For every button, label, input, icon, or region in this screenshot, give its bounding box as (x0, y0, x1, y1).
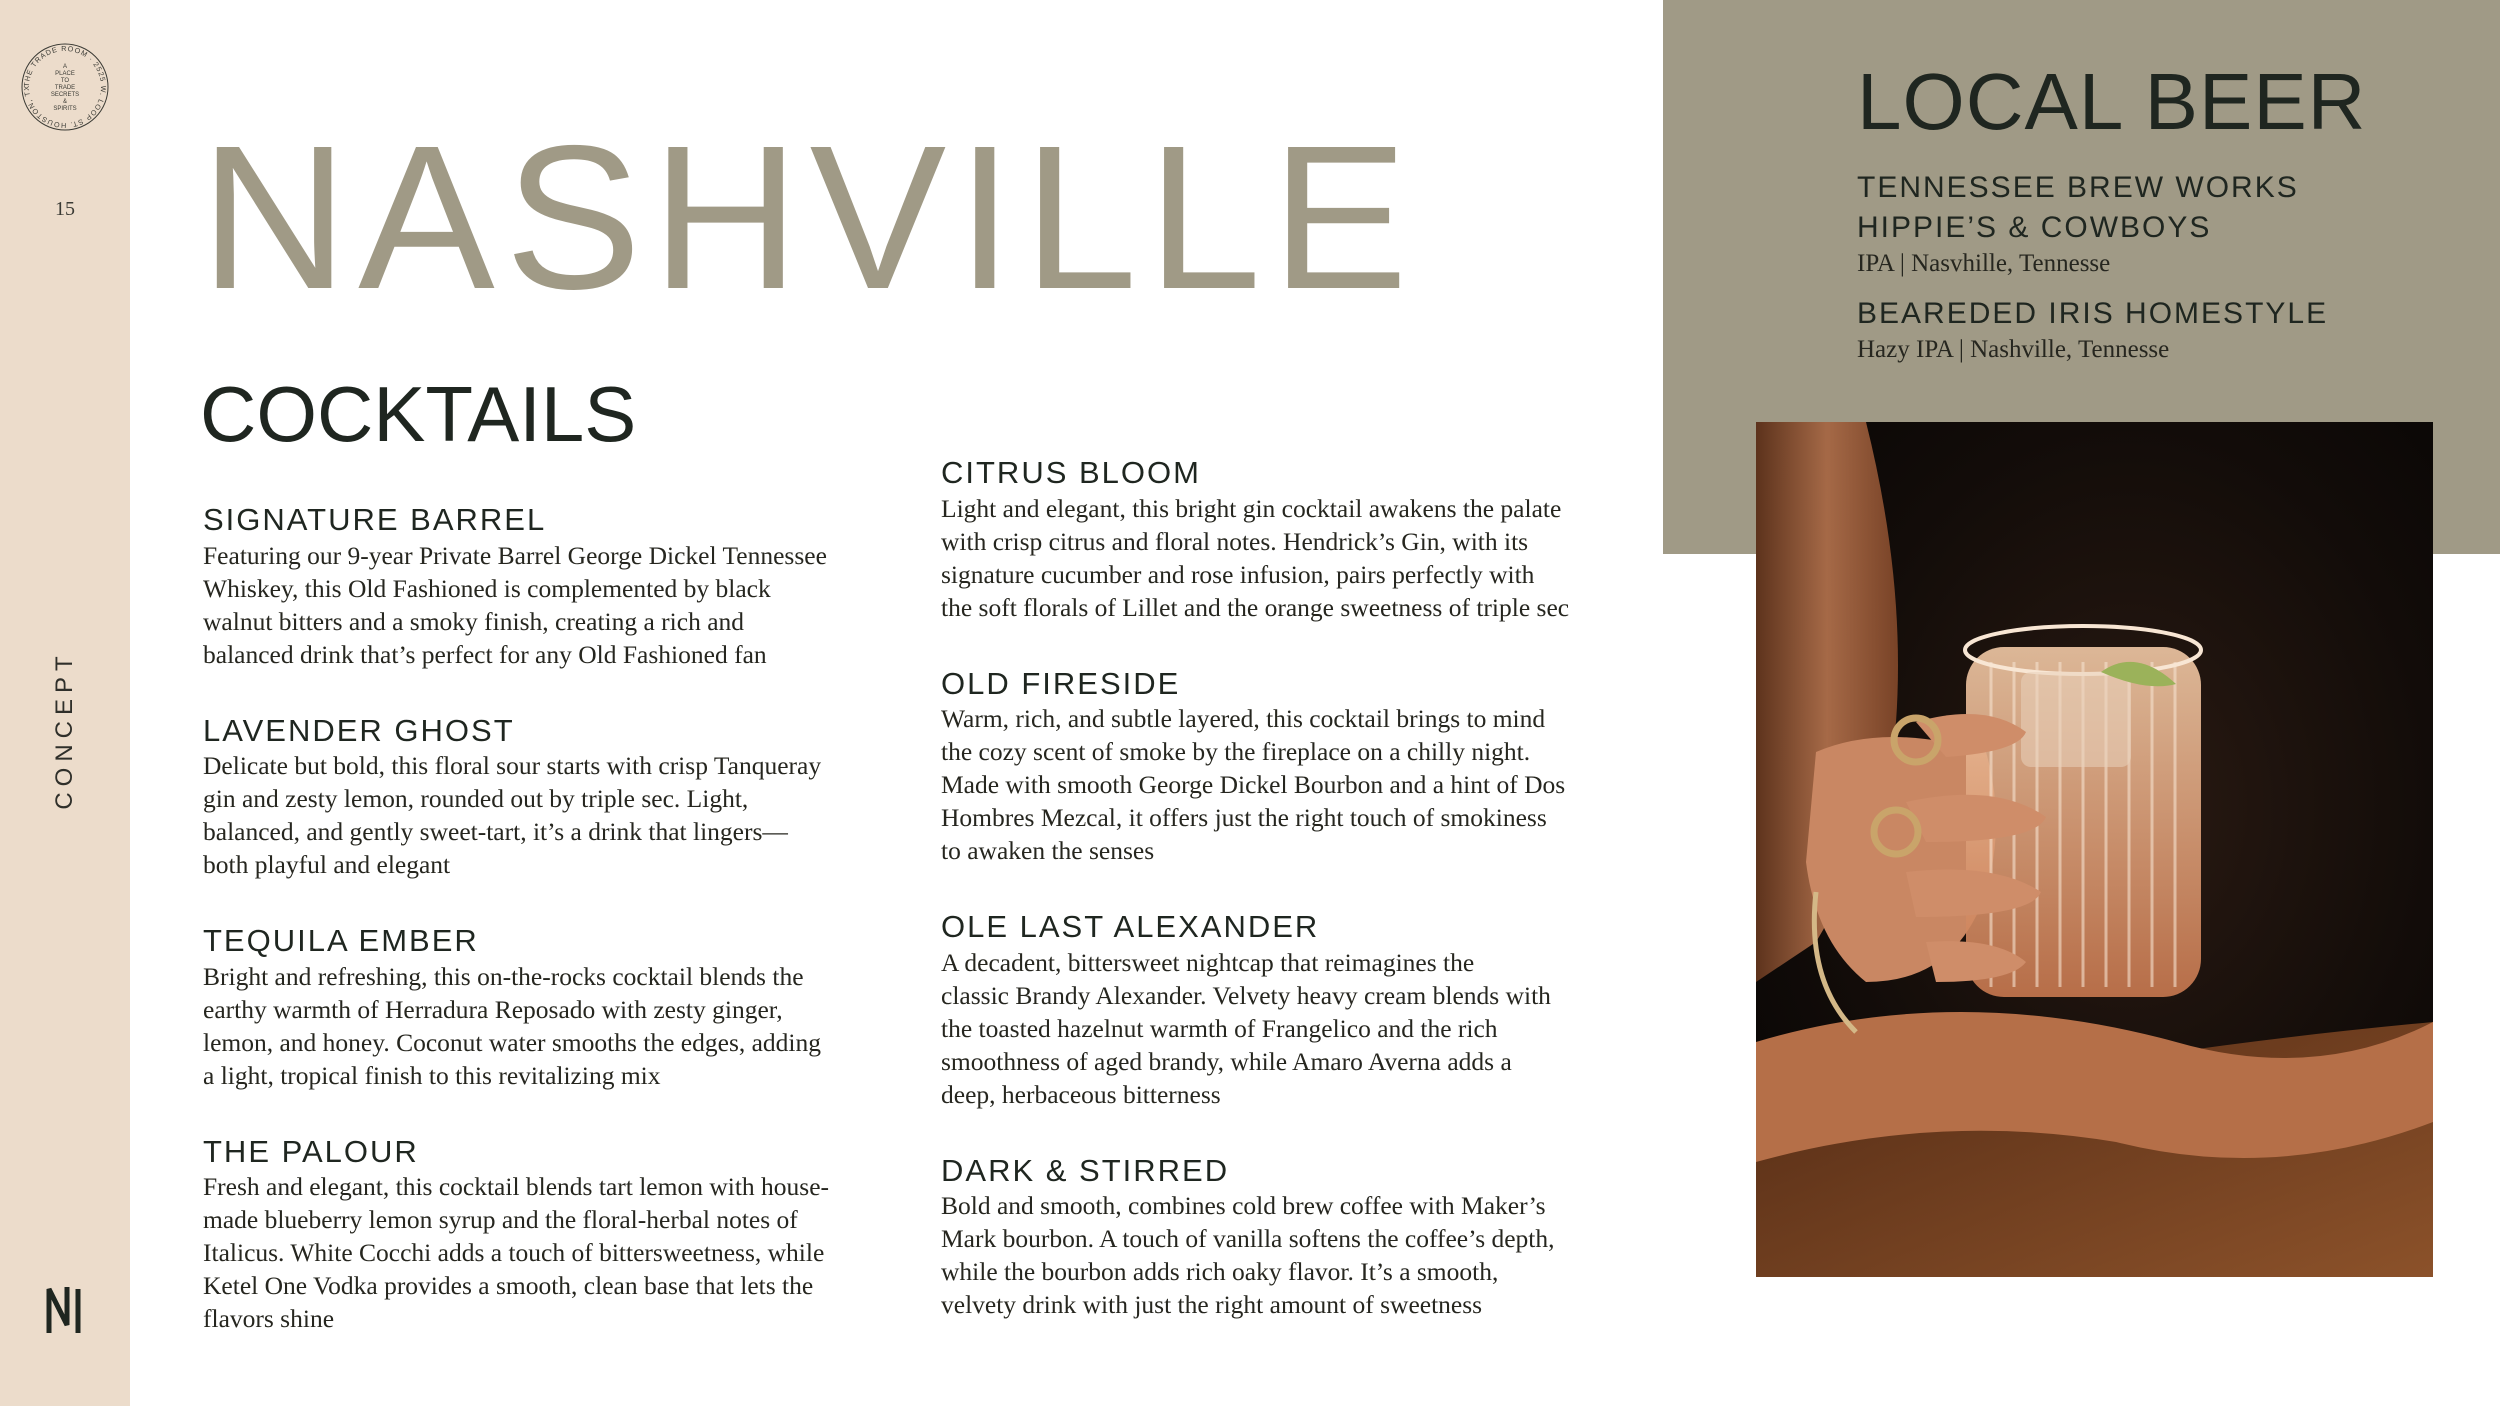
description-line: lemon, and honey. Coconut water smooths the edges, adding (203, 1027, 822, 1057)
cocktail-name: OLD FIRESIDE (941, 665, 1181, 701)
cocktail-item (203, 713, 903, 882)
description-line: Fresh and elegant, this cocktail blends tart lemon with house- (203, 1172, 830, 1202)
cocktail-item (941, 666, 1631, 868)
cocktail-name: CITRUS BLOOM (941, 455, 1201, 490)
section-label: CONCEPT (51, 650, 78, 810)
description-line: both playful and elegant (203, 850, 451, 880)
description-line: walnut bitters and a smoky finish, creating a rich and (203, 606, 745, 636)
description-line: Warm, rich, and subtle layered, this cocktail brings to mind (941, 704, 1546, 734)
brewery-name: TENNESSEE BREW WORKS (1857, 171, 2299, 204)
seal-center-line: & (62, 99, 68, 105)
beer-item (1857, 294, 2457, 366)
cocktail-item (203, 502, 903, 671)
description-line: made blueberry lemon syrup and the floral-herbal notes of (203, 1205, 798, 1235)
description-line: Featuring our 9-year Private Barrel George Dickel Tennessee (203, 540, 827, 570)
cocktail-column-left (203, 502, 903, 1377)
description-line: while the bourbon adds rich oaky flavor. It’s a smooth, (941, 1257, 1499, 1287)
description-line: Ketel One Vodka provides a smooth, clean base that lets the (203, 1271, 814, 1301)
page-title: NASHVILLE (200, 103, 1419, 332)
seal-center-line: SPIRITS (53, 106, 77, 112)
cocktail-description (941, 946, 1631, 1111)
description-line: Mark bourbon. A touch of vanilla softens the coffee’s depth, (941, 1224, 1555, 1254)
description-line: the soft florals of Lillet and the orange sweetness of triple sec (941, 592, 1570, 622)
description-line: Italicus. White Cocchi adds a touch of bittersweetness, while (203, 1238, 825, 1268)
local-beer-heading: LOCAL BEER (1857, 57, 2367, 146)
cocktail-description (203, 960, 903, 1092)
beer-list (1857, 168, 2457, 380)
description-line: A decadent, bittersweet nightcap that reimagines the (941, 947, 1475, 977)
beer-name: BEAREDED IRIS HOMESTYLE (1857, 297, 2329, 330)
cocktail-column-right (941, 455, 1631, 1363)
description-line: the cozy scent of smoke by the fireplace on a chilly night. (941, 737, 1531, 767)
description-line: balanced, and gently sweet-tart, it’s a drink that lingers— (203, 817, 788, 847)
description-line: deep, herbaceous bitterness (941, 1079, 1221, 1109)
cocktail-description (941, 702, 1631, 867)
description-line: flavors shine (203, 1304, 335, 1334)
description-line: earthy warmth of Herradura Reposado with zesty ginger, (203, 994, 783, 1024)
cocktail-description (941, 1189, 1631, 1321)
description-line: velvety drink with just the right amount of sweetness (941, 1290, 1483, 1320)
description-line: Hombres Mezcal, it offers just the right touch of smokiness (941, 803, 1547, 833)
seal-center-line: TRADE (54, 85, 76, 91)
description-line: signature cucumber and rose infusion, pairs perfectly with (941, 559, 1535, 589)
beer-name: HIPPIE’S & COWBOYS (1857, 211, 2212, 244)
beer-detail: IPA | Nasvhille, Tennesse (1857, 250, 2111, 277)
brand-logo-icon (45, 1285, 85, 1335)
cocktail-description (203, 749, 903, 881)
cocktail-item (941, 1153, 1631, 1322)
cocktail-photo (1756, 422, 2433, 1277)
cocktail-description (203, 1170, 903, 1335)
cocktail-name: LAVENDER GHOST (203, 712, 515, 748)
description-line: Whiskey, this Old Fashioned is complemented by black (203, 573, 771, 603)
description-line: Delicate but bold, this floral sour starts with crisp Tanqueray (203, 751, 822, 781)
cocktail-item (203, 1134, 903, 1336)
cocktail-name: SIGNATURE BARREL (203, 502, 547, 537)
description-line: to awaken the senses (941, 836, 1155, 866)
cocktail-name: DARK & STIRRED (941, 1152, 1230, 1188)
cocktail-item (941, 909, 1631, 1111)
cocktail-name: TEQUILA EMBER (203, 923, 479, 959)
description-line: the toasted hazelnut warmth of Frangelico and the rich (941, 1013, 1498, 1043)
sidebar (0, 0, 130, 1406)
cocktail-description (941, 492, 1631, 624)
description-line: a light, tropical finish to this revitalizing mix (203, 1060, 661, 1090)
cocktail-description (203, 539, 903, 671)
cocktail-item (203, 923, 903, 1092)
beer-detail: Hazy IPA | Nashville, Tennesse (1857, 336, 2170, 363)
cocktails-heading: COCKTAILS (200, 370, 637, 458)
seal-center-line: SECRETS (50, 92, 80, 98)
cocktail-name: OLE LAST ALEXANDER (941, 909, 1320, 945)
description-line: with crisp citrus and floral notes. Hendrick’s Gin, with its (941, 526, 1529, 556)
seal-center-line: A (62, 64, 68, 70)
description-line: Light and elegant, this bright gin cocktail awakens the palate (941, 493, 1562, 523)
seal-center-line: PLACE (55, 71, 75, 77)
description-line: Made with smooth George Dickel Bourbon and a hint of Dos (941, 770, 1566, 800)
description-line: Bright and refreshing, this on-the-rocks cocktail blends the (203, 961, 804, 991)
seal-ring-text: THE TRADE ROOM · 2525 W. LOOP ST. HOUSTON, TX (21, 43, 109, 131)
description-line: gin and zesty lemon, rounded out by triple sec. Light, (203, 784, 749, 814)
description-line: Bold and smooth, combines cold brew coffee with Maker’s (941, 1191, 1546, 1221)
cocktail-item (941, 455, 1631, 624)
page-number: 15 (55, 198, 75, 220)
trade-room-seal-icon (20, 42, 110, 132)
description-line: smoothness of aged brandy, while Amaro Averna adds a (941, 1046, 1512, 1076)
description-line: balanced drink that’s perfect for any Old Fashioned fan (203, 639, 767, 669)
beer-item (1857, 208, 2457, 280)
description-line: classic Brandy Alexander. Velvety heavy cream blends with (941, 980, 1551, 1010)
seal-center-line: TO (60, 78, 70, 84)
cocktail-name: THE PALOUR (203, 1133, 419, 1169)
